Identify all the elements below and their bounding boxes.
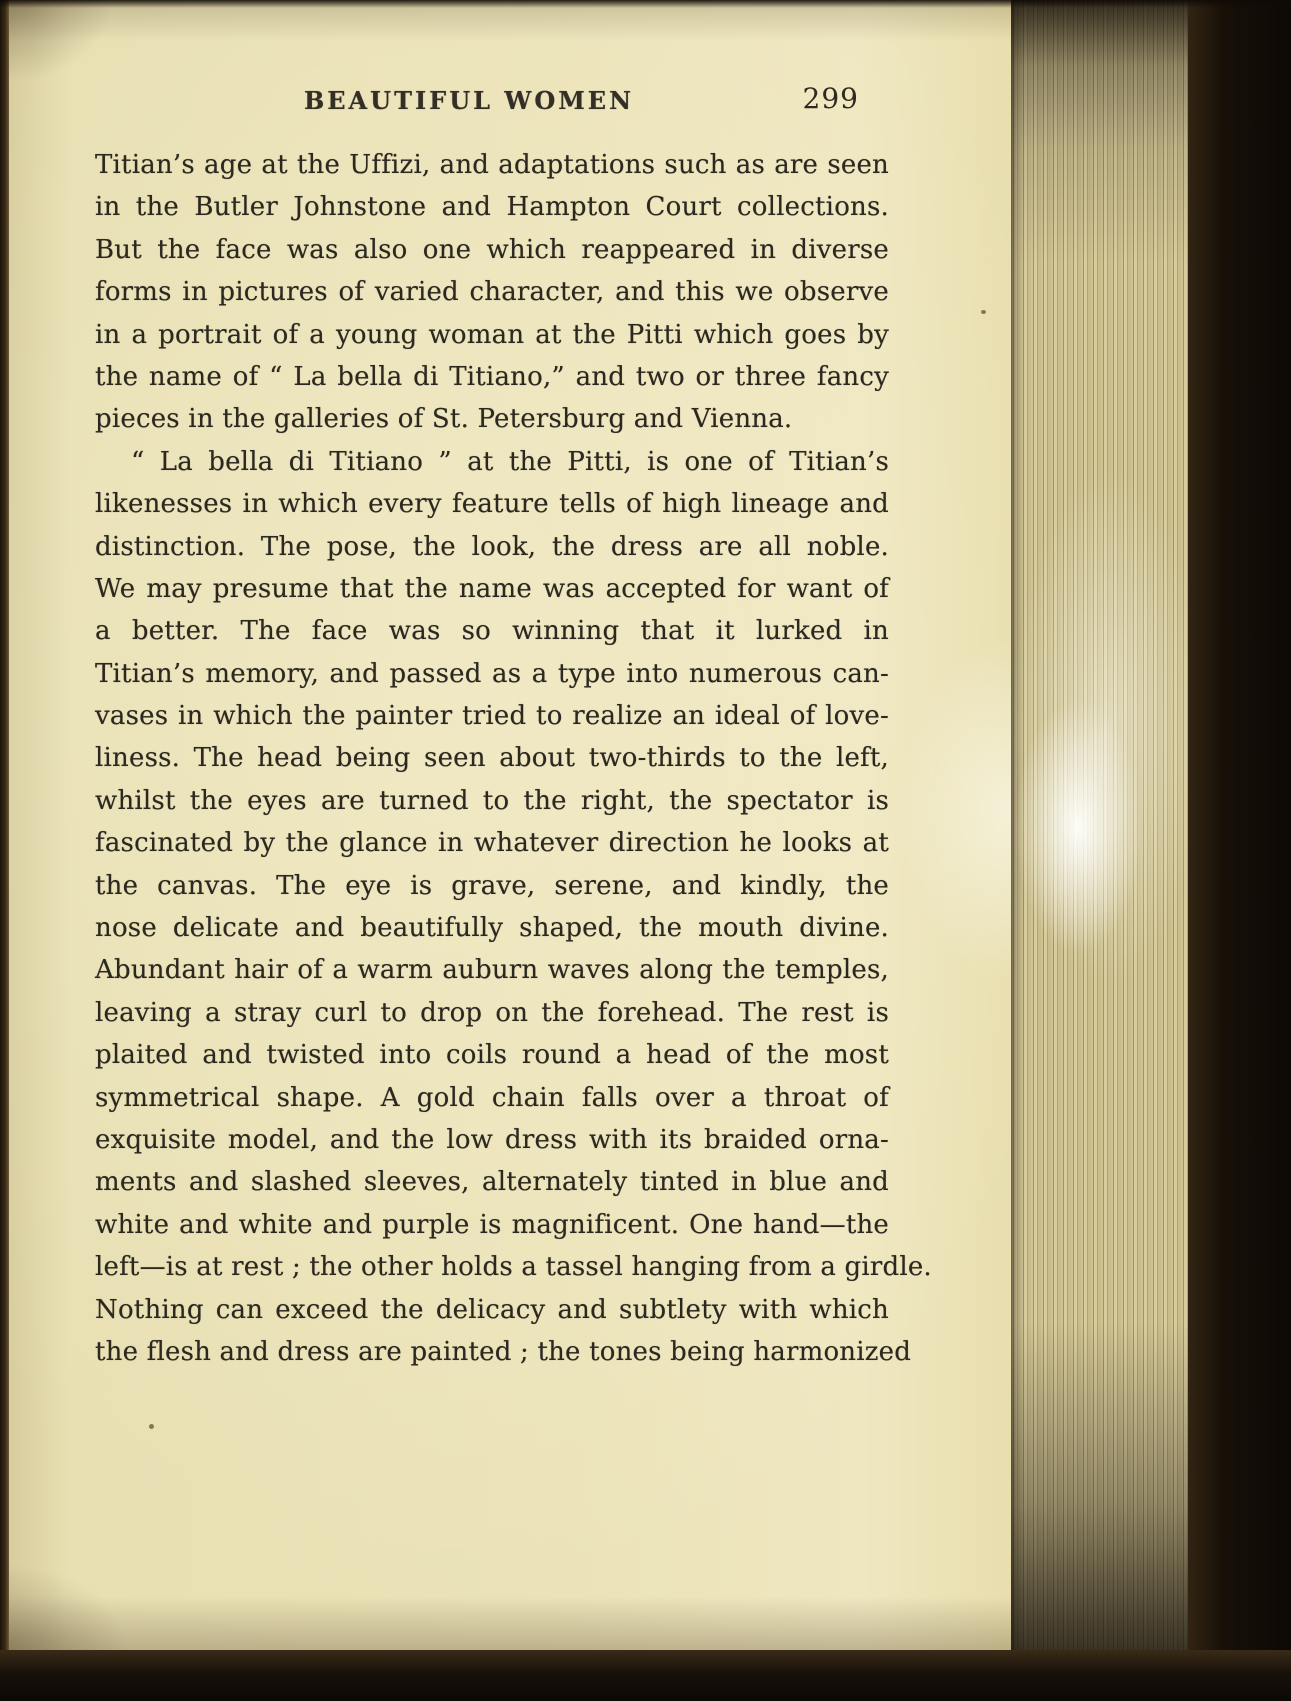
ink-speck xyxy=(981,310,986,314)
text-line: in the Butler Johnstone and Hampton Court collections. xyxy=(95,192,889,223)
text-line: fascinated by the glance in whatever direction he looks at xyxy=(95,828,889,859)
text-line: “ La bella di Titiano ” at the Pitti, is one of Titian’s xyxy=(131,446,889,477)
photo-top-shadow xyxy=(0,0,1291,8)
text-line: exquisite model, and the low dress with its braided orna- xyxy=(95,1124,889,1155)
photo-bottom-shadow xyxy=(0,1650,1291,1701)
text-line: whilst the eyes are turned to the right, the spectator is xyxy=(95,785,889,816)
text-line: ments and slashed sleeves, alternately tinted in blue and xyxy=(95,1167,889,1198)
running-header-title: BEAUTIFUL WOMEN xyxy=(303,86,635,115)
text-line: Titian’s age at the Uffizi, and adaptations such as are seen xyxy=(95,150,889,180)
paragraph xyxy=(95,144,889,441)
text-line: nose delicate and beautifully shaped, the mouth divine. xyxy=(95,913,889,944)
text-line: distinction. The pose, the look, the dress are all noble. xyxy=(95,531,889,562)
book-page xyxy=(9,0,1011,1654)
text-line: the canvas. The eye is grave, serene, and kindly, the xyxy=(95,870,889,901)
paragraph xyxy=(95,441,932,1374)
text-line: liness. The head being seen about two-thirds to the left, xyxy=(95,743,889,774)
text-line: the name of “ La bella di Titiano,” and two or three fancy xyxy=(95,361,889,392)
text-line: white and white and purple is magnificent. One hand—the xyxy=(95,1209,889,1240)
text-line: Abundant hair of a warm auburn waves along the temples, xyxy=(95,955,889,986)
photo-right-shadow xyxy=(1188,0,1291,1701)
text-line: the flesh and dress are painted ; the tones being harmonized xyxy=(95,1336,912,1367)
page-number: 299 xyxy=(802,82,859,115)
stacked-page-edges xyxy=(1011,0,1188,1654)
text-line: forms in pictures of varied character, and this we observe xyxy=(95,277,889,308)
page-text xyxy=(95,144,932,1373)
text-line: Titian’s memory, and passed as a type into numerous can- xyxy=(95,658,889,689)
text-line: symmetrical shape. A gold chain falls over a throat of xyxy=(95,1082,889,1113)
text-line: But the face was also one which reappeared in diverse xyxy=(95,234,889,265)
ink-speck xyxy=(149,1424,154,1429)
text-line: vases in which the painter tried to realize an ideal of love- xyxy=(95,701,889,732)
text-line: We may presume that the name was accepted for want of xyxy=(95,573,889,604)
text-line: leaving a stray curl to drop on the forehead. The rest is xyxy=(95,997,889,1028)
text-line: Nothing can exceed the delicacy and subtlety with which xyxy=(95,1294,889,1325)
text-line: pieces in the galleries of St. Petersburg and Vienna. xyxy=(95,404,793,435)
text-line: plaited and twisted into coils round a head of the most xyxy=(95,1040,889,1071)
text-line: likenesses in which every feature tells of high lineage and xyxy=(95,489,889,520)
text-line: left—is at rest ; the other holds a tassel hanging from a girdle. xyxy=(95,1252,932,1283)
running-header-row xyxy=(95,82,887,126)
text-line: a better. The face was so winning that it lurked in xyxy=(95,616,889,647)
text-line: in a portrait of a young woman at the Pitti which goes by xyxy=(95,319,889,350)
book-left-edge-shadow xyxy=(0,0,9,1701)
